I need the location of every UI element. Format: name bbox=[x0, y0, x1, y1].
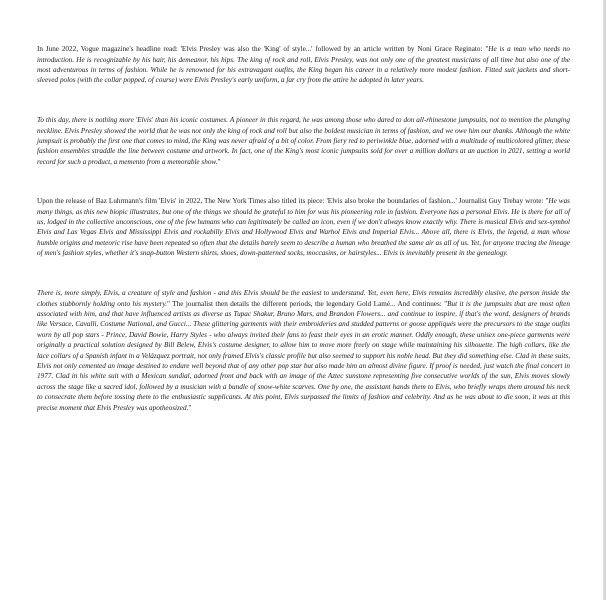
paragraph-closing-mark: " bbox=[188, 403, 192, 412]
paragraph-tail: " bbox=[217, 157, 221, 166]
paragraph-quote: He was many things, as this new biopic illustrates, but one of the things we should be grateful to him for was his pioneering role in fashion. Everyone has a personal Elvis. He is there for all of us, lodged in the collective unconscious, one of the few humans who can legitimately be called an icon, even if we don't always know exactly why. There is musical Elvis and sex-symbol Elvis and Las Vegas Elvis and Mississippi Elvis and rockabilly Elvis and Hollywood Elvis and Warhol Elvis and Imperial Elvis... Above all, there is Elvis, the legend, a man whose humble origins and meteoric rise have been repeated so often that the details barely seem to describe a human who breathed the same air as all of us. Yet, for anyone tracing the lineage of men's fashion styles, whether it's snap-button Western shirts, shoes, down-patterned socks, moccasins, or hairstyles... Elvis is inevitably present in the genealogy. bbox=[37, 197, 570, 258]
paragraph-lead: In June 2022, Vogue magazine's headline read: 'Elvis Presley was also the 'King' of style...' followed by an article written by Noni Grace Reginato: " bbox=[37, 45, 489, 54]
paragraph-iconic-costumes bbox=[37, 115, 570, 167]
paragraph-quote-continued: But it is the jumpsuits that are most often associated with him, and that have influenced artists as diverse as Tupac Shakur, Bruno Mars, and Brandon Flowers... and continue to inspire, if that's the word, designers of brands like Versace, Cavalli, Costume National, and Gucci... These glittering garments with their embroideries and studded patterns or goose appliqués were the precursors to the stage outfits worn by all pop stars - Prince, David Bowie, Harry Styles - who always invited their fans to feast their eyes in an erotic manner. Oddly enough, these unisex one-piece garments were originally a practical solution designed by Bill Belew, Elvis's costume designer, to allow him to move more freely on stage while maintaining his silhouette. The high collars, like the lace collars of a Spanish infant in a Velázquez portrait, not only framed Elvis's classic profile but also seemed to support his noble head. But they did something else. Clad in these suits, Elvis not only cemented an image destined to endure well beyond that of any other pop star but also made him an almost divine figure. If proof is needed, just watch the final concert in 1977. Clad in his white suit with a Mexican sundial, adorned front and back with an image of the Aztec sunstone representing five consecutive worlds of the sun, Elvis moves slowly across the stage like a sacred idol, followed by a musician with a bundle of snow-white scarves. One by one, the assistant hands them to Elvis, who briefly wraps them around his neck to consecrate them before tossing them to the enthusiastic supplicants. At this point, Elvis surpassed the limits of fashion and celebrity. And as he was about to die soon, it was at this precise moment that Elvis Presley was apotheosized. bbox=[37, 299, 570, 412]
paragraph-quote: To this day, there is nothing more 'Elvis' than his iconic costumes. A pioneer in this regard, he was among those who dared to don all-rhinestone jumpsuits, not to mention the plunging neckline. Elvis Presley showed the world that he was not only the king of rock and roll but also the boldest musician in terms of fashion, and we owe him our thanks. Although the white jumpsuit is probably the first one that comes to mind, the King was never afraid of a bit of color. From fiery red to periwinkle blue, adorned with a multitude of multicolored glitter, these fashion ensembles straddle the line between costume and artwork. In fact, one of the King's most iconic jumpsuits sold for over a million dollars at an auction in 2021, setting a world record for such a product, a memento from a memorable show. bbox=[37, 116, 570, 166]
paragraph-vogue-quote bbox=[37, 44, 570, 86]
paragraph-jumpsuits bbox=[37, 288, 570, 413]
paragraph-quote: There is, more simply, Elvis, a creature of style and fashion - and this Elvis should be the easiest to understand. Yet, even here, Elvis remains incredibly elusive, the person inside the clothes stubbornly holding onto his mystery. bbox=[37, 289, 570, 308]
paragraph-quote: He is a man who needs no introduction. He is recognizable by his hair, his demeanor, his hips. The king of rock and roll, Elvis Presley, was not only one of the greatest musicians of all time but also one of the most adventurous in terms of fashion. While he is renowned for his extravagant outfits, the King began his career in a relatively more modest fashion. Fitted suit jackets and short-sleeved polos (with the collar popped, of course) were Elvis Presley's early uniform, a far cry from the attire he adopted in later years. bbox=[37, 45, 571, 85]
paragraph-nyt-quote bbox=[37, 196, 570, 258]
paragraph-tail: " The journalist then details the different periods, the legendary Gold Lamé... And continues: " bbox=[167, 299, 448, 308]
paragraph-lead: Upon the release of Baz Luhrmann's film 'Elvis' in 2022, The New York Times also titled its piece: 'Elvis also broke the boundaries of fashion...' Journalist Guy Trebay wrote: " bbox=[37, 197, 549, 206]
